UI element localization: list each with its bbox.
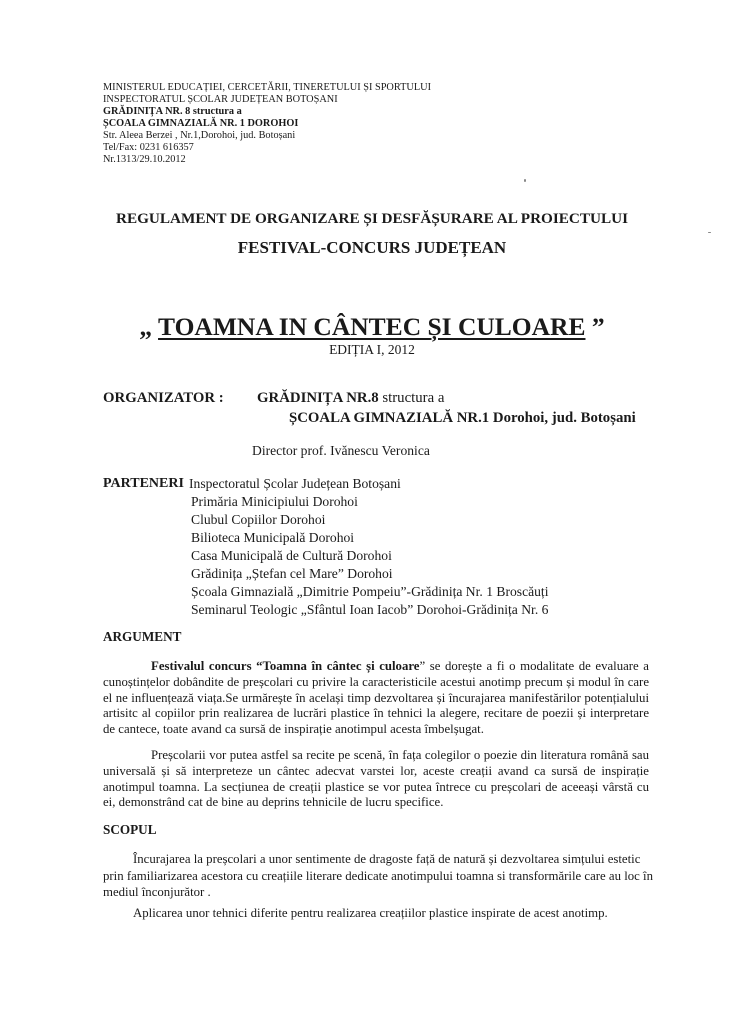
organizer-structure: structura a bbox=[378, 390, 445, 406]
festival-name-text: TOAMNA IN CÂNTEC ȘI CULOARE bbox=[158, 312, 586, 341]
ministry-line: MINISTERUL EDUCAȚIEI, CERCETĂRII, TINERETULUI ȘI SPORTULUI bbox=[103, 82, 431, 93]
inspectorate-line: INSPECTORATUL ȘCOLAR JUDEȚEAN BOTOȘANI bbox=[103, 94, 338, 105]
partner-item: Școala Gimnazială „Dimitrie Pompeiu”-Grădinița Nr. 1 Broscăuți bbox=[191, 584, 549, 599]
partner-item: Inspectoratul Școlar Județean Botoșani bbox=[189, 476, 401, 491]
argument-paragraph-1 bbox=[103, 659, 649, 738]
organizer-line-1 bbox=[257, 390, 444, 407]
scan-speck bbox=[524, 179, 526, 182]
argument-paragraph-1-text: ” se dorește a fi o modalitate de evaluare a cunoștințelor dobândite de preșcolari cu privire la caracteristicile acestui anotimp precum și modul în care el ne influențează viața.Se urmărește în același timp dezvoltarea și încurajarea manifestărilor potențialului artisitc al copiilor prin realizarea de lucrări plastice în tehnici la alegere, recitare de poezii și interpretare de cantece, toate avand ca sursă de inspirație anotimpul acesta îmbelșugat. bbox=[103, 659, 649, 737]
argument-paragraph-2: Preșcolarii vor putea astfel sa recite pe scenă, în fața colegilor o poezie din literatura română sau universală și să interpreteze un cântec adecvat varstei lor, aceste creații avand ca sursă de inspirație anotimpul toamna. La secțiunea de creații plastice se vor putea întrece cu preșcolari de aceeași vârstă cu ei, demonstrând cat de bine au deprins tehnicile de lucru specifice. bbox=[103, 748, 649, 810]
registration-number: Nr.1313/29.10.2012 bbox=[103, 154, 186, 165]
festival-name bbox=[0, 312, 744, 342]
address-line: Str. Aleea Berzei , Nr.1,Dorohoi, jud. Botoșani bbox=[103, 130, 296, 141]
festival-subtitle: FESTIVAL-CONCURS JUDEȚEAN bbox=[237, 238, 507, 257]
partner-item: Seminarul Teologic „Sfântul Ioan Iacob” Dorohoi-Grădinița Nr. 6 bbox=[191, 602, 549, 617]
phone-line: Tel/Fax: 0231 616357 bbox=[103, 142, 194, 153]
organizer-line-2 bbox=[289, 410, 636, 427]
scan-speck bbox=[708, 232, 711, 233]
opening-quote: „ bbox=[139, 312, 159, 341]
organizer-label: ORGANIZATOR : bbox=[103, 390, 224, 406]
partner-item: Clubul Copiilor Dorohoi bbox=[191, 512, 326, 527]
edition-label: EDIȚIA I, 2012 bbox=[329, 342, 415, 357]
scope-paragraph-1: Încurajarea la preșcolari a unor sentimente de dragoste față de natură și dezvoltarea simțului estetic prin familiarizarea acestora cu creațiile literare dedicate anotimpului toamna si transformările care au loc în mediul înconjurător . bbox=[103, 852, 653, 900]
argument-heading: ARGUMENT bbox=[103, 629, 182, 644]
partner-item: Casa Municipală de Cultură Dorohoi bbox=[191, 548, 392, 563]
regulation-title: REGULAMENT DE ORGANIZARE ȘI DESFĂȘURARE AL PROIECTULUI bbox=[116, 210, 628, 227]
partner-item: Grădinița „Ștefan cel Mare” Dorohoi bbox=[191, 566, 393, 581]
scope-heading: SCOPUL bbox=[103, 822, 157, 837]
school-line: ȘCOALA GIMNAZIALĂ NR. 1 DOROHOI bbox=[103, 118, 299, 129]
director-name: Director prof. Ivănescu Veronica bbox=[252, 443, 430, 458]
closing-quote: ” bbox=[585, 312, 605, 341]
partner-item: Primăria Minicipiului Dorohoi bbox=[191, 494, 358, 509]
organizer-kindergarten: GRĂDINIȚA NR.8 bbox=[257, 390, 379, 406]
organizer-school: ȘCOALA GIMNAZIALĂ NR.1 Dorohoi, jud. Botoșani bbox=[289, 410, 636, 426]
partner-item: Bilioteca Municipală Dorohoi bbox=[191, 530, 355, 545]
kindergarten-line: GRĂDINIȚA NR. 8 structura a bbox=[103, 106, 242, 117]
scope-paragraph-2: Aplicarea unor tehnici diferite pentru realizarea creațiilor plastice inspirate de acest anotimp. bbox=[133, 906, 608, 920]
festival-name-inline: Festivalul concurs “Toamna în cântec și culoare bbox=[151, 659, 420, 673]
partners-label: PARTENERI bbox=[103, 476, 184, 491]
